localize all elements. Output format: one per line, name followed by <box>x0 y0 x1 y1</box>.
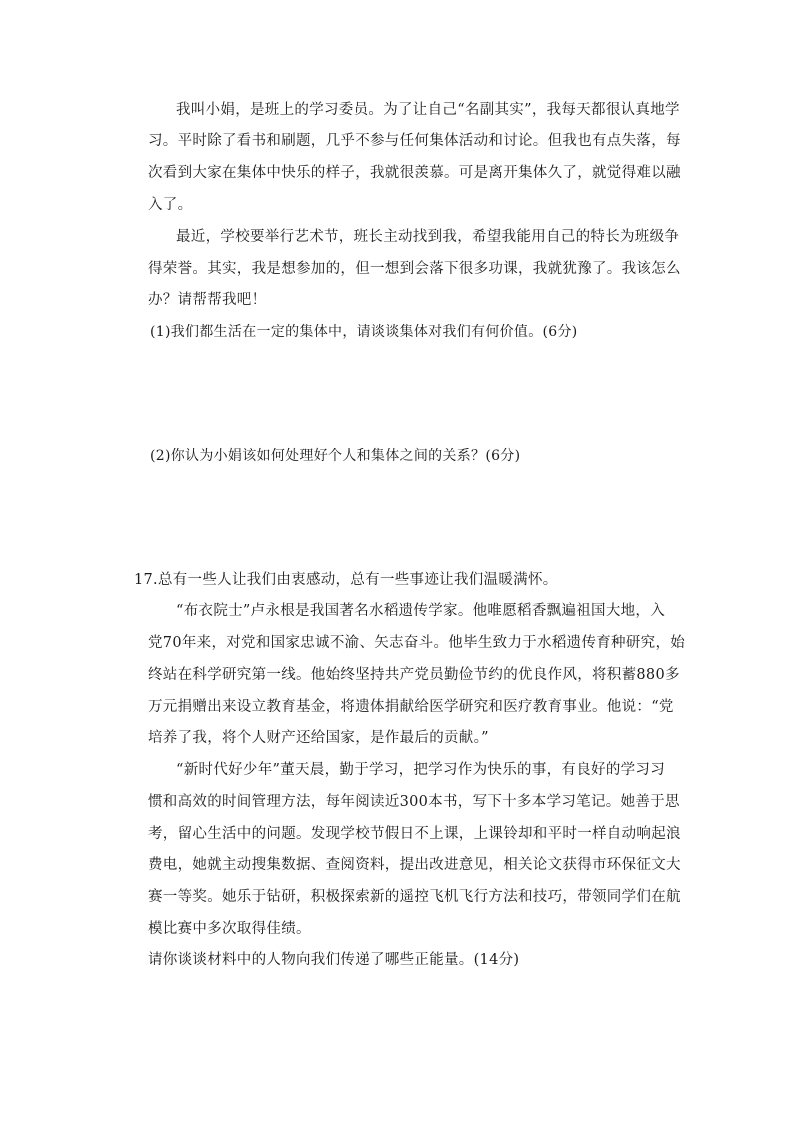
q17-line-8: 考，留心生活中的问题。发现学校节假日不上课，上课铃却和平时一样自动响起浪 <box>148 826 681 842</box>
passage1-line-4: 入了。 <box>148 197 193 213</box>
q17-line-2: 党70年来，对党和国家忠诚不渝、矢志奋斗。他毕生致力于水稻遗传育种研究，始 <box>148 635 686 651</box>
passage1-line-2: 习。平时除了看书和刷题，几乎不参与任何集体活动和讨论。但我也有点失落，每 <box>148 133 681 149</box>
q17-question: 请你谈谈材料中的人物向我们传递了哪些正能量。(14分) <box>148 952 520 968</box>
passage1-line-5: 最近，学校要举行艺术节，班长主动找到我，希望我能用自己的特长为班级争 <box>176 229 680 245</box>
q17-line-3: 终站在科学研究第一线。他始终坚持共产党员勤俭节约的优良作风，将积蓄880多 <box>148 667 680 683</box>
q17-line-7: 惯和高效的时间管理方法，每年阅读近300本书，写下十多本学习笔记。她善于思 <box>148 794 680 810</box>
passage1-line-7: 办？请帮帮我吧！ <box>148 292 267 308</box>
passage1-line-1: 我叫小娟，是班上的学习委员。为了让自己“名副其实”，我每天都很认真地学 <box>176 102 680 118</box>
q17-line-10: 赛一等奖。她乐于钻研，积极探索新的遥控飞机飞行方法和技巧，带领同学们在航 <box>148 889 681 905</box>
question-16-1: (1)我们都生活在一定的集体中，请谈谈集体对我们有何价值。(6分) <box>150 324 578 340</box>
q17-line-4: 万元捐赠出来设立教育基金，将遗体捐献给医学研究和医疗教育事业。他说：“党 <box>148 699 674 715</box>
question-17-stem: 17.总有一些人让我们由衷感动，总有一些事迹让我们温暖满怀。 <box>134 572 558 588</box>
q17-line-9: 费电，她就主动搜集数据、查阅资料，提出改进意见，相关论文获得市环保征文大 <box>148 857 681 873</box>
passage1-line-6: 得荣誉。其实，我是想参加的，但一想到会落下很多功课，我就犹豫了。我该怎么 <box>148 261 681 277</box>
q17-line-6: “新时代好少年”董天晨，勤于学习，把学习作为快乐的事，有良好的学习习 <box>176 762 666 778</box>
q17-line-1: “布衣院士”卢永根是我国著名水稻遗传学家。他唯愿稻香飘遍祖国大地，入 <box>176 603 666 619</box>
q17-line-11: 模比赛中多次取得佳绩。 <box>148 921 311 937</box>
q17-line-5: 培养了我，将个人财产还给国家，是作最后的贡献。” <box>148 730 489 746</box>
question-16-2: (2)你认为小娟该如何处理好个人和集体之间的关系？(6分) <box>150 448 521 464</box>
passage1-line-3: 次看到大家在集体中快乐的样子，我就很羡慕。可是离开集体久了，就觉得难以融 <box>148 165 681 181</box>
